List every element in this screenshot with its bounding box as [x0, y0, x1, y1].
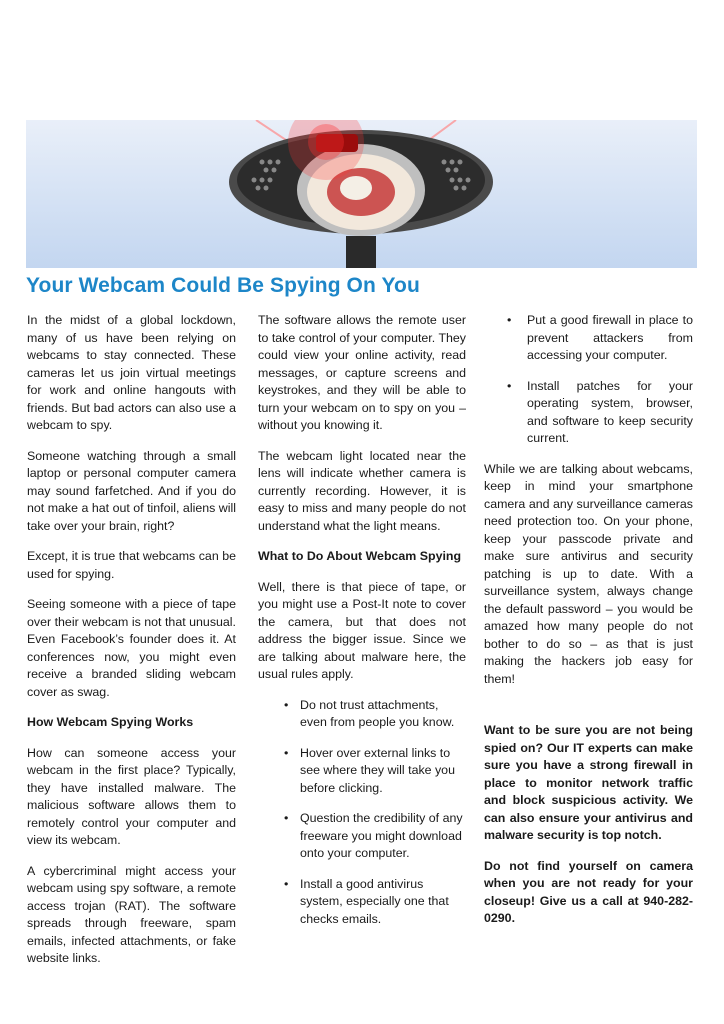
tips-list-continued — [484, 312, 693, 448]
article-title: Your Webcam Could Be Spying On You — [26, 274, 420, 297]
column-1 — [27, 312, 236, 981]
paragraph: The software allows the remote user to take control of your computer. They could view your online activity, read messages, or capture screens and keystrokes, and they will be able to turn your webcam on to spy on you – without you knowing it. — [258, 313, 466, 432]
cta-paragraph: Want to be sure you are not being spied on? Our IT experts can make sure you have a strong firewall in place to monitor network traffic and block suspicious activity. We can also ensure your antivirus and malware security is top notch. — [484, 723, 693, 842]
section-heading: What to Do About Webcam Spying — [258, 549, 462, 563]
paragraph: How can someone access your webcam in the first place? Typically, they have installed malware. The malicious software allows them to remotely control your computer and view its webcam. — [27, 745, 236, 847]
paragraph: While we are talking about webcams, keep in mind your smartphone camera and any surveillance cameras need protection too. On your phone, keep your passcode private and make sure antivirus and security patching is up to date. With a surveillance system, always change the default password – you would be amazed how many people do not bother to do so – as that is just making the hackers job easy for them! — [484, 461, 693, 686]
paragraph: Well, there is that piece of tape, or you might use a Post-It note to cover the camera, but that does not address the bigger issue. Since we are talking about malware here, the usual rules apply. — [258, 579, 466, 681]
list-item: • Install a good antivirus system, especially one that checks emails. — [258, 876, 466, 929]
column-2 — [258, 312, 466, 941]
list-item: • Question the credibility of any freeware you might download onto your computer. — [258, 810, 466, 863]
list-item: • Hover over external links to see where they will take you before clicking. — [258, 745, 466, 798]
paragraph: In the midst of a global lockdown, many of us have been relying on webcams to stay connected. These cameras let us join virtual meetings for work and online hangouts with friends. But bad actors can also use a webcam to spy. — [27, 313, 236, 432]
webcam-icon — [26, 120, 697, 268]
paragraph: Seeing someone with a piece of tape over their webcam is not that unusual. Even Facebook’s founder does it. At conferences now, you might even receive a branded sliding webcam cover as swag. — [27, 597, 236, 699]
column-3 — [484, 312, 693, 701]
tips-list — [258, 697, 466, 929]
list-item: • Do not trust attachments, even from people you know. — [258, 697, 466, 732]
list-item: • Put a good firewall in place to prevent attackers from accessing your computer. — [484, 312, 693, 365]
section-heading: How Webcam Spying Works — [27, 715, 194, 729]
list-item: • Install patches for your operating system, browser, and software to keep security current. — [484, 378, 693, 448]
hero-banner — [26, 120, 697, 268]
call-to-action — [484, 722, 693, 941]
paragraph: The webcam light located near the lens will indicate whether camera is currently recording. However, it is easy to miss and many people do not understand what the light means. — [258, 448, 466, 533]
paragraph: A cybercriminal might access your webcam using spy software, a remote access trojan (RAT). The software spreads through freeware, spam emails, infected attachments, or fake website links. — [27, 863, 236, 965]
paragraph: Someone watching through a small laptop or personal computer camera may sound farfetched. And if you do not make a hat out of tinfoil, aliens will take over your brain, right? — [27, 448, 236, 533]
paragraph: Except, it is true that webcams can be used for spying. — [27, 549, 236, 581]
cta-paragraph: Do not find yourself on camera when you are not ready for your closeup! Give us a call at 940-282-0290. — [484, 858, 693, 925]
